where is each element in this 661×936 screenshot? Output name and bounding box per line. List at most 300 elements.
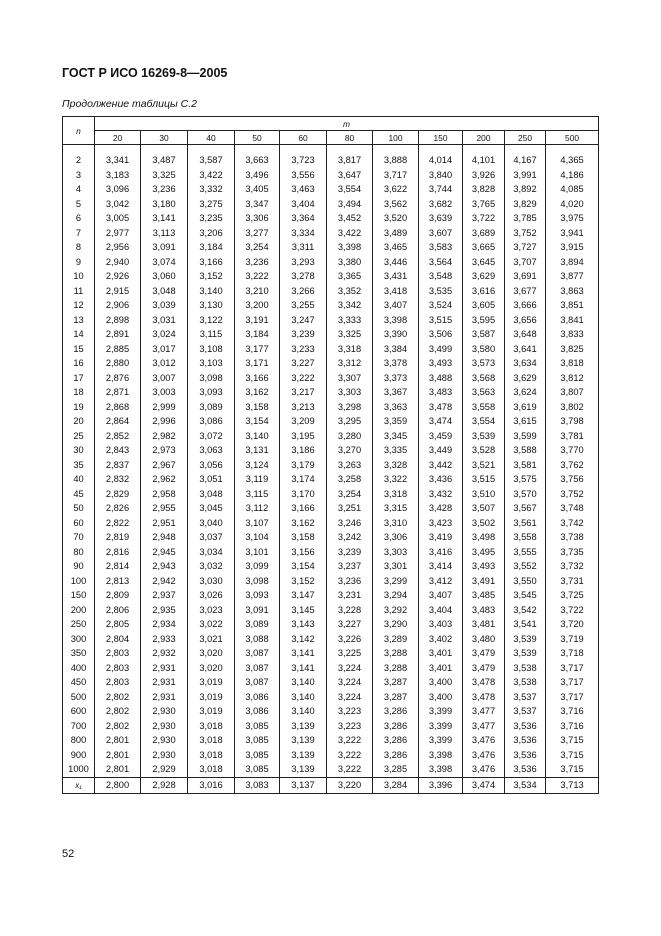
row-n-cell: 2: [63, 145, 95, 168]
value-cell: 2,837: [95, 458, 141, 473]
value-cell: 3,275: [188, 197, 235, 212]
value-cell: 3,478: [463, 690, 505, 705]
value-cell: 3,231: [327, 588, 373, 603]
value-cell: 3,200: [235, 298, 280, 313]
value-cell: 3,156: [280, 545, 327, 560]
table-row: [63, 516, 599, 531]
value-cell: 3,223: [327, 719, 373, 734]
value-cell: 3,407: [373, 298, 419, 313]
value-cell: 3,691: [505, 269, 546, 284]
value-cell: 3,236: [327, 574, 373, 589]
value-cell: 3,528: [463, 443, 505, 458]
value-cell: 3,236: [235, 255, 280, 270]
page-number: 52: [62, 848, 75, 860]
value-cell: 2,940: [95, 255, 141, 270]
value-cell: 3,287: [373, 690, 419, 705]
value-cell: 3,580: [463, 342, 505, 357]
value-cell: 2,996: [141, 414, 188, 429]
table-row: [63, 197, 599, 212]
value-cell: 3,255: [280, 298, 327, 313]
value-cell: 3,828: [463, 182, 505, 197]
value-cell: 3,031: [141, 313, 188, 328]
table-row: [63, 255, 599, 270]
value-cell: 3,286: [373, 704, 419, 719]
table-row: [63, 458, 599, 473]
value-cell: 3,072: [188, 429, 235, 444]
value-cell: 3,991: [505, 168, 546, 183]
value-cell: 3,227: [280, 356, 327, 371]
value-cell: 3,239: [327, 545, 373, 560]
value-cell: 3,166: [188, 255, 235, 270]
value-cell: 3,051: [188, 472, 235, 487]
value-cell: 2,814: [95, 559, 141, 574]
table-footer-row: [63, 777, 599, 793]
value-cell: 3,498: [463, 530, 505, 545]
value-cell: 3,007: [141, 371, 188, 386]
value-cell: 3,152: [280, 574, 327, 589]
value-cell: 3,085: [235, 748, 280, 763]
value-cell: 3,915: [546, 240, 599, 255]
value-cell: 3,975: [546, 211, 599, 226]
value-cell: 3,019: [188, 675, 235, 690]
value-cell: 3,707: [505, 255, 546, 270]
value-cell: 3,222: [327, 733, 373, 748]
table-row: [63, 371, 599, 386]
value-cell: 3,399: [419, 704, 463, 719]
column-headers-row: [63, 131, 599, 145]
value-cell: 3,479: [463, 661, 505, 676]
value-cell: 3,561: [505, 516, 546, 531]
value-cell: 3,332: [188, 182, 235, 197]
value-cell: 4,014: [419, 145, 463, 168]
value-cell: 3,665: [463, 240, 505, 255]
value-cell: 3,390: [373, 327, 419, 342]
table-row: [63, 211, 599, 226]
value-cell: 3,474: [419, 414, 463, 429]
table-row: [63, 400, 599, 415]
row-n-cell: 450: [63, 675, 95, 690]
value-cell: 3,228: [327, 603, 373, 618]
value-cell: 3,288: [373, 646, 419, 661]
value-cell: 3,003: [141, 385, 188, 400]
value-cell: 2,933: [141, 632, 188, 647]
value-cell: 3,515: [463, 472, 505, 487]
value-cell: 3,056: [188, 458, 235, 473]
value-cell: 3,489: [373, 226, 419, 241]
value-cell: 3,286: [373, 719, 419, 734]
value-cell: 3,407: [419, 588, 463, 603]
value-cell: 3,023: [188, 603, 235, 618]
value-cell: 3,294: [373, 588, 419, 603]
row-n-cell: 16: [63, 356, 95, 371]
value-cell: 3,222: [327, 748, 373, 763]
value-cell: 3,098: [188, 371, 235, 386]
value-cell: 3,145: [280, 603, 327, 618]
value-cell: 3,573: [463, 356, 505, 371]
table-row: [63, 145, 599, 168]
value-cell: 3,085: [235, 719, 280, 734]
value-cell: 3,727: [505, 240, 546, 255]
value-cell: 3,266: [280, 284, 327, 299]
value-cell: 3,818: [546, 356, 599, 371]
value-cell: 3,656: [505, 313, 546, 328]
value-cell: 3,139: [280, 733, 327, 748]
row-n-cell: 400: [63, 661, 95, 676]
row-n-cell: 13: [63, 313, 95, 328]
value-cell: 3,278: [280, 269, 327, 284]
table-row: [63, 342, 599, 357]
table-row: [63, 168, 599, 183]
value-cell: 3,404: [280, 197, 327, 212]
value-cell: 3,384: [373, 342, 419, 357]
value-cell: 2,803: [95, 675, 141, 690]
table-row: [63, 762, 599, 777]
value-cell: 3,021: [188, 632, 235, 647]
value-cell: 3,130: [188, 298, 235, 313]
value-cell: 3,607: [419, 226, 463, 241]
row-n-cell: 18: [63, 385, 95, 400]
value-cell: 3,689: [463, 226, 505, 241]
value-cell: 3,263: [327, 458, 373, 473]
value-cell: 3,289: [373, 632, 419, 647]
value-cell: 3,270: [327, 443, 373, 458]
value-cell: 3,115: [235, 487, 280, 502]
value-cell: 3,018: [188, 719, 235, 734]
value-cell: 3,877: [546, 269, 599, 284]
value-cell: 3,365: [327, 269, 373, 284]
value-cell: 3,562: [373, 197, 419, 212]
value-cell: 3,431: [373, 269, 419, 284]
value-cell: 2,943: [141, 559, 188, 574]
value-cell: 3,723: [280, 145, 327, 168]
m-group-header: m: [95, 117, 599, 131]
value-cell: 3,894: [546, 255, 599, 270]
value-cell: 3,233: [280, 342, 327, 357]
value-cell: 2,826: [95, 501, 141, 516]
value-cell: 3,725: [546, 588, 599, 603]
value-cell: 2,999: [141, 400, 188, 415]
value-cell: 2,880: [95, 356, 141, 371]
value-cell: 3,315: [373, 501, 419, 516]
table-row: [63, 269, 599, 284]
value-cell: 2,802: [95, 719, 141, 734]
value-cell: 3,716: [546, 719, 599, 734]
value-cell: 3,019: [188, 704, 235, 719]
value-cell: 2,822: [95, 516, 141, 531]
value-cell: 3,634: [505, 356, 546, 371]
value-cell: 3,124: [235, 458, 280, 473]
value-cell: 3,091: [235, 603, 280, 618]
value-cell: 3,536: [505, 762, 546, 777]
value-cell: 3,122: [188, 313, 235, 328]
row-n-cell: 200: [63, 603, 95, 618]
value-cell: 3,481: [463, 617, 505, 632]
value-cell: 3,496: [235, 168, 280, 183]
table-row: [63, 182, 599, 197]
value-cell: 3,554: [327, 182, 373, 197]
value-cell: 3,239: [280, 327, 327, 342]
row-n-cell: 3: [63, 168, 95, 183]
value-cell: 3,104: [235, 530, 280, 545]
value-cell: 4,365: [546, 145, 599, 168]
footer-value-cell: 3,284: [373, 777, 419, 793]
column-header: 50: [235, 131, 280, 145]
value-cell: 3,158: [280, 530, 327, 545]
value-cell: 2,930: [141, 719, 188, 734]
value-cell: 3,107: [235, 516, 280, 531]
value-cell: 3,785: [505, 211, 546, 226]
value-cell: 3,089: [235, 617, 280, 632]
value-cell: 3,558: [463, 400, 505, 415]
value-cell: 3,422: [188, 168, 235, 183]
value-cell: 3,345: [373, 429, 419, 444]
value-cell: 3,564: [419, 255, 463, 270]
value-cell: 3,715: [546, 762, 599, 777]
value-cell: 2,868: [95, 400, 141, 415]
value-cell: 2,982: [141, 429, 188, 444]
value-cell: 3,298: [327, 400, 373, 415]
value-cell: 3,491: [463, 574, 505, 589]
value-cell: 3,422: [327, 226, 373, 241]
column-header: 30: [141, 131, 188, 145]
value-cell: 2,977: [95, 226, 141, 241]
value-cell: 3,060: [141, 269, 188, 284]
footer-value-cell: 3,713: [546, 777, 599, 793]
value-cell: 3,476: [463, 733, 505, 748]
value-cell: 3,404: [419, 603, 463, 618]
value-cell: 3,494: [327, 197, 373, 212]
table-body: [63, 145, 599, 778]
value-cell: 3,463: [280, 182, 327, 197]
value-cell: 3,538: [505, 661, 546, 676]
value-cell: 4,167: [505, 145, 546, 168]
value-cell: 2,801: [95, 733, 141, 748]
value-cell: 3,020: [188, 646, 235, 661]
value-cell: 2,801: [95, 748, 141, 763]
row-n-cell: 30: [63, 443, 95, 458]
value-cell: 2,803: [95, 646, 141, 661]
value-cell: 3,825: [546, 342, 599, 357]
value-cell: 3,048: [141, 284, 188, 299]
value-cell: 3,752: [505, 226, 546, 241]
value-cell: 2,937: [141, 588, 188, 603]
value-cell: 3,478: [463, 675, 505, 690]
value-cell: 3,677: [505, 284, 546, 299]
value-cell: 3,258: [327, 472, 373, 487]
value-cell: 3,567: [505, 501, 546, 516]
value-cell: 3,502: [463, 516, 505, 531]
value-cell: 3,179: [280, 458, 327, 473]
value-cell: 3,247: [280, 313, 327, 328]
value-cell: 2,871: [95, 385, 141, 400]
value-cell: 3,074: [141, 255, 188, 270]
value-cell: 3,166: [235, 371, 280, 386]
value-cell: 3,575: [505, 472, 546, 487]
footer-value-cell: 3,016: [188, 777, 235, 793]
value-cell: 3,295: [327, 414, 373, 429]
value-cell: 3,299: [373, 574, 419, 589]
value-cell: 3,615: [505, 414, 546, 429]
value-cell: 3,277: [235, 226, 280, 241]
value-cell: 3,483: [419, 385, 463, 400]
value-cell: 2,864: [95, 414, 141, 429]
value-cell: 2,930: [141, 733, 188, 748]
value-cell: 3,217: [280, 385, 327, 400]
value-cell: 3,223: [327, 704, 373, 719]
value-cell: 2,906: [95, 298, 141, 313]
table-row: [63, 574, 599, 589]
table-row: [63, 632, 599, 647]
value-cell: 3,037: [188, 530, 235, 545]
value-cell: 3,619: [505, 400, 546, 415]
table-row: [63, 226, 599, 241]
value-cell: 3,225: [327, 646, 373, 661]
row-n-cell: 9: [63, 255, 95, 270]
value-cell: 3,477: [463, 704, 505, 719]
row-n-cell: 1000: [63, 762, 95, 777]
value-cell: 3,170: [280, 487, 327, 502]
value-cell: 3,476: [463, 748, 505, 763]
value-cell: 3,285: [373, 762, 419, 777]
value-cell: 3,026: [188, 588, 235, 603]
value-cell: 2,803: [95, 661, 141, 676]
value-cell: 3,495: [463, 545, 505, 560]
value-cell: 3,442: [419, 458, 463, 473]
value-cell: 3,226: [327, 632, 373, 647]
value-cell: 3,086: [235, 690, 280, 705]
value-cell: 3,459: [419, 429, 463, 444]
row-n-cell: 7: [63, 226, 95, 241]
table-row: [63, 385, 599, 400]
value-cell: 2,932: [141, 646, 188, 661]
value-cell: 2,931: [141, 661, 188, 676]
value-cell: 3,318: [373, 487, 419, 502]
row-n-cell: 350: [63, 646, 95, 661]
value-cell: 3,154: [235, 414, 280, 429]
value-cell: 3,539: [463, 429, 505, 444]
value-cell: 3,403: [419, 617, 463, 632]
table-row: [63, 704, 599, 719]
value-cell: 3,140: [280, 675, 327, 690]
value-cell: 3,542: [505, 603, 546, 618]
value-cell: 3,583: [419, 240, 463, 255]
value-cell: 3,140: [235, 429, 280, 444]
value-cell: 3,087: [235, 646, 280, 661]
value-cell: 3,224: [327, 690, 373, 705]
value-cell: 3,539: [505, 632, 546, 647]
row-n-cell: 14: [63, 327, 95, 342]
value-cell: 3,359: [373, 414, 419, 429]
table-row: [63, 661, 599, 676]
value-cell: 2,926: [95, 269, 141, 284]
value-cell: 3,398: [327, 240, 373, 255]
value-cell: 3,093: [235, 588, 280, 603]
value-cell: 3,798: [546, 414, 599, 429]
value-cell: 3,186: [280, 443, 327, 458]
table-row: [63, 545, 599, 560]
value-cell: 3,352: [327, 284, 373, 299]
column-header: 500: [546, 131, 599, 145]
value-cell: 3,506: [419, 327, 463, 342]
table-row: [63, 414, 599, 429]
row-n-cell: 6: [63, 211, 95, 226]
value-cell: 3,401: [419, 646, 463, 661]
value-cell: 3,535: [419, 284, 463, 299]
value-cell: 3,063: [188, 443, 235, 458]
value-cell: 2,829: [95, 487, 141, 502]
footer-label: x₁: [63, 777, 95, 793]
value-cell: 3,552: [505, 559, 546, 574]
value-cell: 2,802: [95, 704, 141, 719]
table-row: [63, 719, 599, 734]
value-cell: 3,719: [546, 632, 599, 647]
value-cell: 3,139: [280, 762, 327, 777]
value-cell: 2,955: [141, 501, 188, 516]
value-cell: 3,524: [419, 298, 463, 313]
value-cell: 3,720: [546, 617, 599, 632]
value-cell: 3,335: [373, 443, 419, 458]
value-cell: 3,738: [546, 530, 599, 545]
value-cell: 3,941: [546, 226, 599, 241]
document-title: ГОСТ Р ИСО 16269-8—2005: [62, 66, 228, 80]
value-cell: 3,398: [419, 762, 463, 777]
value-cell: 3,538: [505, 675, 546, 690]
value-cell: 3,191: [235, 313, 280, 328]
value-cell: 3,045: [188, 501, 235, 516]
table-row: [63, 559, 599, 574]
value-cell: 3,108: [188, 342, 235, 357]
row-n-cell: 15: [63, 342, 95, 357]
value-cell: 3,254: [235, 240, 280, 255]
value-cell: 3,446: [373, 255, 419, 270]
value-cell: 3,286: [373, 748, 419, 763]
value-cell: 3,480: [463, 632, 505, 647]
value-cell: 3,140: [280, 690, 327, 705]
value-cell: 4,101: [463, 145, 505, 168]
value-cell: 2,951: [141, 516, 188, 531]
data-table: [62, 116, 599, 794]
value-cell: 3,206: [188, 226, 235, 241]
value-cell: 3,310: [373, 516, 419, 531]
value-cell: 3,177: [235, 342, 280, 357]
value-cell: 3,363: [373, 400, 419, 415]
value-cell: 3,085: [235, 762, 280, 777]
value-cell: 3,487: [141, 145, 188, 168]
row-n-cell: 20: [63, 414, 95, 429]
value-cell: 3,556: [280, 168, 327, 183]
value-cell: 3,005: [95, 211, 141, 226]
value-cell: 3,485: [463, 588, 505, 603]
value-cell: 3,588: [505, 443, 546, 458]
value-cell: 3,209: [280, 414, 327, 429]
row-n-cell: 4: [63, 182, 95, 197]
row-n-cell: 25: [63, 429, 95, 444]
row-n-cell: 250: [63, 617, 95, 632]
value-cell: 3,180: [141, 197, 188, 212]
value-cell: 3,548: [419, 269, 463, 284]
value-cell: 3,841: [546, 313, 599, 328]
row-n-cell: 35: [63, 458, 95, 473]
value-cell: 3,717: [546, 661, 599, 676]
value-cell: 3,399: [419, 719, 463, 734]
value-cell: 3,183: [95, 168, 141, 183]
value-cell: 3,770: [546, 443, 599, 458]
value-cell: 3,288: [373, 661, 419, 676]
value-cell: 2,801: [95, 762, 141, 777]
value-cell: 3,682: [419, 197, 463, 212]
value-cell: 3,115: [188, 327, 235, 342]
table-row: [63, 298, 599, 313]
